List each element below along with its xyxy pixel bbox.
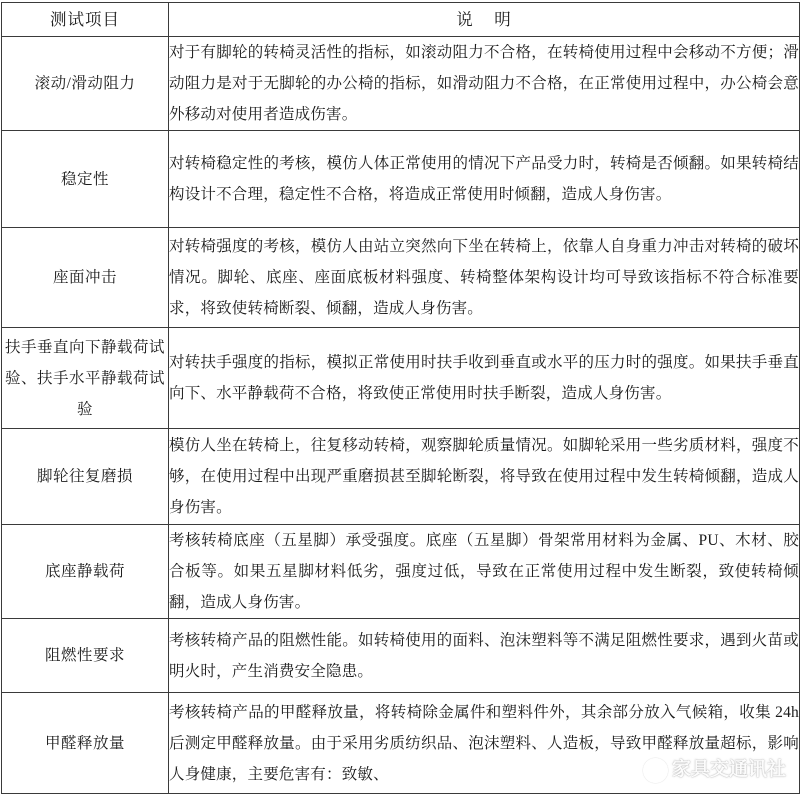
row-item-cell — [2, 693, 169, 794]
row-item-label: 滚动/滑动阻力 — [34, 75, 136, 92]
row-item-cell — [2, 131, 169, 228]
row-item-label: 阻燃性要求 — [44, 647, 125, 664]
row-item-cell — [2, 429, 169, 525]
row-description-cell — [169, 228, 800, 328]
row-item-label: 扶手垂直向下静载荷试验、扶手水平静载荷试验 — [4, 338, 165, 418]
row-description-cell — [169, 619, 800, 693]
row-description-text: 考核转椅底座（五星脚）承受强度。底座（五星脚）骨架常用材料为金属、PU、木材、胶合板等。如果五星脚材料低劣，强度过低，导致在正常使用过程中发生断裂，致使转椅倾翻，造成人身伤害。 — [169, 532, 799, 611]
row-description-cell — [169, 131, 800, 228]
table-header-row — [2, 3, 800, 37]
row-item-cell — [2, 228, 169, 328]
table-row — [2, 328, 800, 429]
document-page — [0, 2, 800, 797]
table-row — [2, 429, 800, 525]
row-description-text: 对转扶手强度的指标，模拟正常使用时扶手收到垂直或水平的压力时的强度。如果扶手垂直向下、水平静载荷不合格，将致使正常使用时扶手断裂，造成人身伤害。 — [169, 354, 799, 402]
row-description-text: 对于有脚轮的转椅灵活性的指标，如滚动阻力不合格，在转椅使用过程中会移动不方便；滑动阻力是对于无脚轮的办公椅的指标，如滑动阻力不合格，在正常使用过程中，办公椅会意外移动对使用者造成伤害。 — [169, 44, 799, 123]
row-item-cell — [2, 328, 169, 429]
row-item-label: 座面冲击 — [52, 269, 117, 286]
row-description-cell — [169, 693, 800, 794]
header-item-label: 测试项目 — [50, 9, 120, 29]
row-description-cell — [169, 37, 800, 131]
spec-table — [1, 2, 800, 794]
row-description-text: 对转椅强度的考核，模仿人由站立突然向下坐在转椅上，依靠人自身重力冲击对转椅的破坏情况。脚轮、底座、座面底板材料强度、转椅整体架构设计均可导致该指标不符合标准要求，将致使转椅断裂、倾翻，造成人身伤害。 — [169, 238, 799, 317]
table-row — [2, 619, 800, 693]
row-item-label: 脚轮往复磨损 — [36, 468, 133, 485]
watermark-text: 家具交通讯社 — [671, 759, 786, 780]
row-item-label: 底座静载荷 — [44, 563, 125, 580]
row-description-text: 对转椅稳定性的考核，模仿人体正常使用的情况下产品受力时，转椅是否倾翻。如果转椅结构设计不合理，稳定性不合格，将造成正常使用时倾翻，造成人身伤害。 — [169, 155, 799, 203]
table-row — [2, 525, 800, 619]
row-description-cell — [169, 328, 800, 429]
row-item-label: 稳定性 — [60, 170, 109, 188]
header-cell-item — [2, 3, 169, 37]
header-cell-description — [169, 3, 800, 37]
row-item-cell — [2, 619, 169, 693]
row-description-text: 考核转椅产品的阻燃性能。如转椅使用的面料、泡沫塑料等不满足阻燃性要求，遇到火苗或明火时，产生消费安全隐患。 — [169, 631, 799, 680]
table-row — [2, 37, 800, 131]
table-row — [2, 693, 800, 794]
row-description-cell — [169, 525, 800, 619]
row-item-cell — [2, 525, 169, 619]
table-row — [2, 228, 800, 328]
header-description-label: 说 明 — [456, 9, 512, 29]
row-item-label: 甲醛释放量 — [44, 734, 125, 752]
row-description-text: 考核转椅产品的甲醛释放量，将转椅除金属件和塑料件外，其余部分放入气候箱，收集 24h 后测定甲醛释放量。由于采用劣质纺织品、泡沫塑料、人造板，导致甲醛释放量超标，影响人身健康，主要危害有：致敏、 — [169, 703, 799, 783]
table-row — [2, 131, 800, 228]
row-description-text: 模仿人坐在转椅上，往复移动转椅，观察脚轮质量情况。如脚轮采用一些劣质材料，强度不够，在使用过程中出现严重磨损甚至脚轮断裂，将导致在使用过程中发生转椅倾翻，造成人身伤害。 — [169, 437, 799, 516]
row-item-cell — [2, 37, 169, 131]
row-description-cell — [169, 429, 800, 525]
